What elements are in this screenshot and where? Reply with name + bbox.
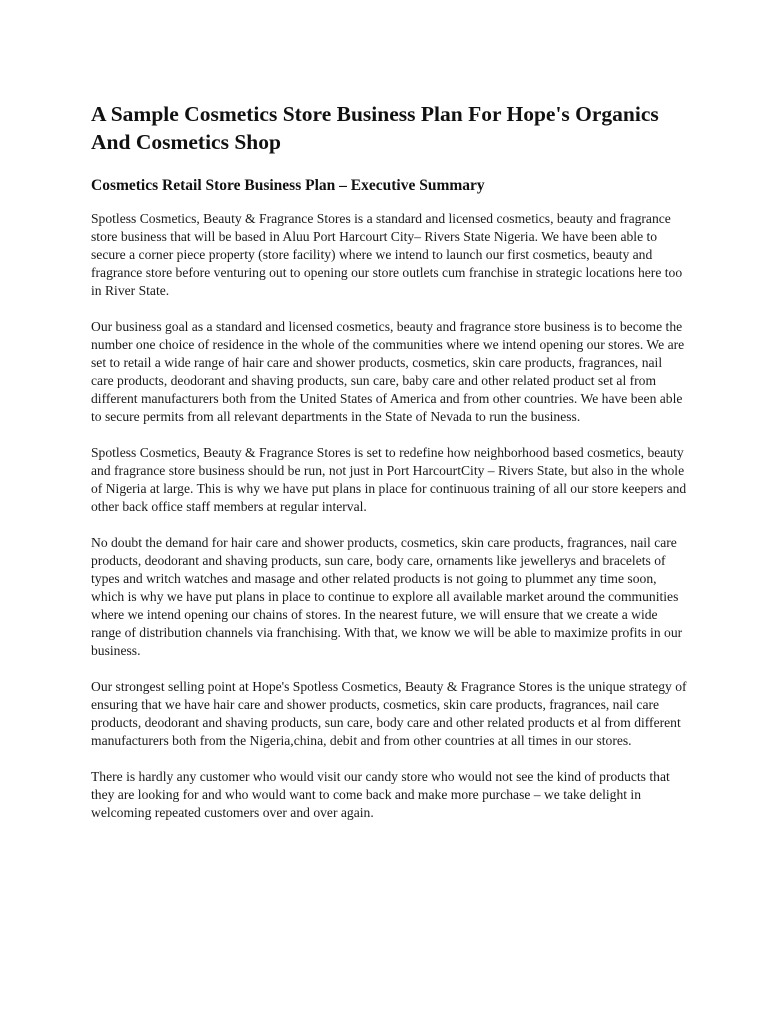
- section-heading: Cosmetics Retail Store Business Plan – Executive Summary: [91, 177, 485, 194]
- paragraph-customers: There is hardly any customer who would visit our candy store who would not see the kind of products that they are looking for and who would want to come back and make more purchase – we take delight in welcoming repeated customers over and over again.: [91, 769, 670, 820]
- paragraph-demand: No doubt the demand for hair care and shower products, cosmetics, skin care products, fragrances, nail care products, deodorant and shaving products, sun care, body care, ornaments like jewellerys and bracelets of types and writch watches and masage and other related products is not going to plummet any time soon, which is why we have put plans in place to continue to explore all available market around the communities where we intend opening our chains of stores. In the nearest future, we will ensure that we create a wide range of distribution channels via franchising. With that, we know we will be able to maximize profits in our business.: [91, 535, 683, 658]
- paragraph-selling-point: Our strongest selling point at Hope's Spotless Cosmetics, Beauty & Fragrance Stores is the unique strategy of ensuring that we have hair care and shower products, cosmetics, skin care products, fragrances, nail care products, deodorant and shaving products, sun care, body care and other related products et al from different manufacturers both from the Nigeria,china, debit and from other countries at all times in our stores.: [91, 679, 687, 748]
- paragraph-intro: Spotless Cosmetics, Beauty & Fragrance Stores is a standard and licensed cosmetics, beauty and fragrance store business that will be based in Aluu Port Harcourt City– Rivers State Nigeria. We have been able to secure a corner piece property (store facility) where we intend to launch our first cosmetics, beauty and fragrance store before venturing out to opening our store outlets cum franchise in strategic locations here too in River State.: [91, 211, 683, 298]
- document-body: [91, 100, 687, 822]
- paragraph-business-goal: Our business goal as a standard and licensed cosmetics, beauty and fragrance store business is to become the number one choice of residence in the whole of the communities where we intend opening our stores. We are set to retail a wide range of hair care and shower products, cosmetics, skin care products, fragrances, nail care products, deodorant and shaving products, sun care, baby care and other related product set al from different manufacturers both from the United States of America and from other countries. We have been able to secure permits from all relevant departments in the State of Nevada to run the business.: [91, 319, 685, 424]
- page-title: A Sample Cosmetics Store Business Plan For Hope's Organics And Cosmetics Shop: [91, 102, 659, 154]
- paragraph-redefine: Spotless Cosmetics, Beauty & Fragrance Stores is set to redefine how neighborhood based cosmetics, beauty and fragrance store business should be run, not just in Port HarcourtCity – Rivers State, but also in the whole of Nigeria at large. This is why we have put plans in place for continuous training of all our store keepers and other back office staff members at regular interval.: [91, 445, 687, 514]
